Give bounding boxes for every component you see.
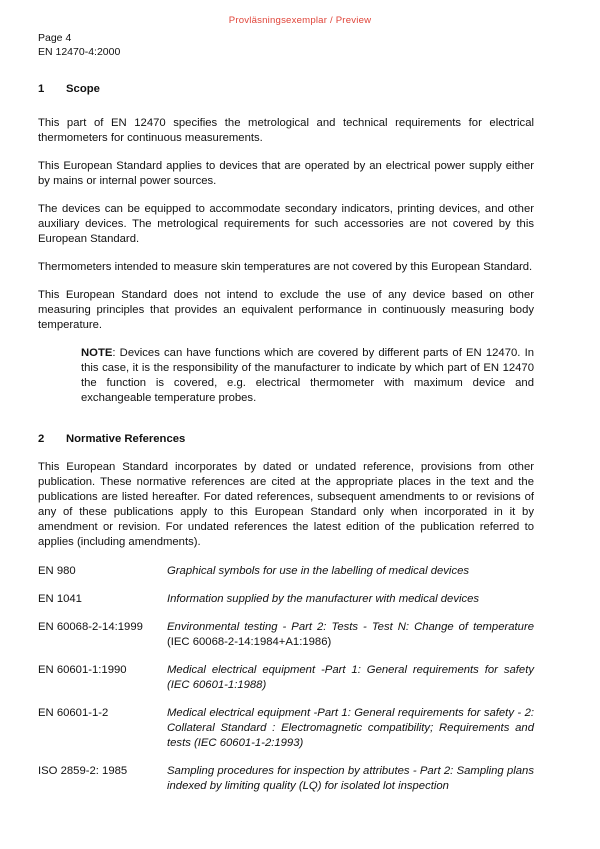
- section-title: Scope: [66, 83, 100, 95]
- preview-watermark: Provläsningsexemplar / Preview: [228, 15, 372, 26]
- reference-title: Graphical symbols for use in the labelling of medical devices: [167, 565, 470, 577]
- section-2-heading: [38, 432, 534, 447]
- reference-item: [38, 564, 534, 579]
- reference-item: [38, 592, 534, 607]
- reference-item: [38, 706, 534, 751]
- note-label: NOTE: [81, 347, 113, 359]
- note-text: : Devices can have functions which are covered by different parts of EN 12470. In this case, it is the responsibility of the manufacturer to indicate by which part of EN 12470 the function is covered, e.g. electrical thermometer with maximum device and exchangeable temperature probes.: [81, 347, 534, 404]
- document-id: EN 12470-4:2000: [38, 45, 121, 58]
- reference-title: Medical electrical equipment -Part 1: General requirements for safety (IEC 60601-1:1988): [167, 664, 534, 691]
- reference-code: EN 980: [38, 565, 76, 577]
- page-content: [38, 82, 534, 794]
- reference-item: [38, 663, 534, 693]
- reference-code: EN 60068-2-14:1999: [38, 621, 143, 633]
- reference-title: Environmental testing - Part 2: Tests - Test N: Change of temperature: [167, 621, 534, 633]
- reference-title: Information supplied by the manufacturer with medical devices: [167, 593, 480, 605]
- section-number: 2: [38, 433, 45, 445]
- reference-suffix: (IEC 60068-2-14:1984+A1:1986): [167, 636, 332, 648]
- references-intro: This European Standard incorporates by dated or undated reference, provisions from other publication. These normative references are cited at the appropriate places in the text and the publications are listed hereafter. For dated references, subsequent amendments to or revisions of any of these publications apply to this European Standard only when incorporated in it by amendment or revision. For undated references the latest edition of the publication referred to applies (including amendments).: [38, 461, 534, 548]
- scope-paragraph: The devices can be equipped to accommodate secondary indicators, printing devices, and other auxiliary devices. The metrological requirements for such accessories are not covered by this European Standard.: [38, 203, 534, 245]
- section-number: 1: [38, 83, 45, 95]
- reference-title: Medical electrical equipment -Part 1: General requirements for safety - 2: Collateral Standard : Electromagnetic compatibility; Requirements and tests (IEC 60601-1-2:1993): [167, 707, 534, 749]
- reference-code: EN 1041: [38, 593, 82, 605]
- reference-code: EN 60601-1-2: [38, 707, 109, 719]
- note-block: [81, 346, 534, 406]
- page-header: [38, 32, 120, 59]
- reference-code: ISO 2859-2: 1985: [38, 765, 128, 777]
- scope-paragraph: This part of EN 12470 specifies the metrological and technical requirements for electrical thermometers for continuous measurements.: [38, 117, 534, 144]
- scope-paragraph: Thermometers intended to measure skin temperatures are not covered by this European Standard.: [38, 261, 533, 273]
- reference-code: EN 60601-1:1990: [38, 664, 127, 676]
- reference-item: [38, 764, 534, 794]
- page-number: Page 4: [38, 32, 72, 44]
- reference-title: Sampling procedures for inspection by attributes - Part 2: Sampling plans indexed by limiting quality (LQ) for isolated lot inspection: [167, 765, 534, 792]
- section-title: Normative References: [66, 433, 186, 445]
- reference-list: [38, 564, 534, 794]
- scope-paragraph: This European Standard does not intend to exclude the use of any device based on other measuring principles that provides an equivalent performance in continuously measuring body temperature.: [38, 289, 534, 331]
- reference-item: [38, 620, 534, 650]
- section-1-heading: [38, 82, 534, 97]
- scope-paragraph: This European Standard applies to devices that are operated by an electrical power supply either by mains or internal power sources.: [38, 160, 534, 187]
